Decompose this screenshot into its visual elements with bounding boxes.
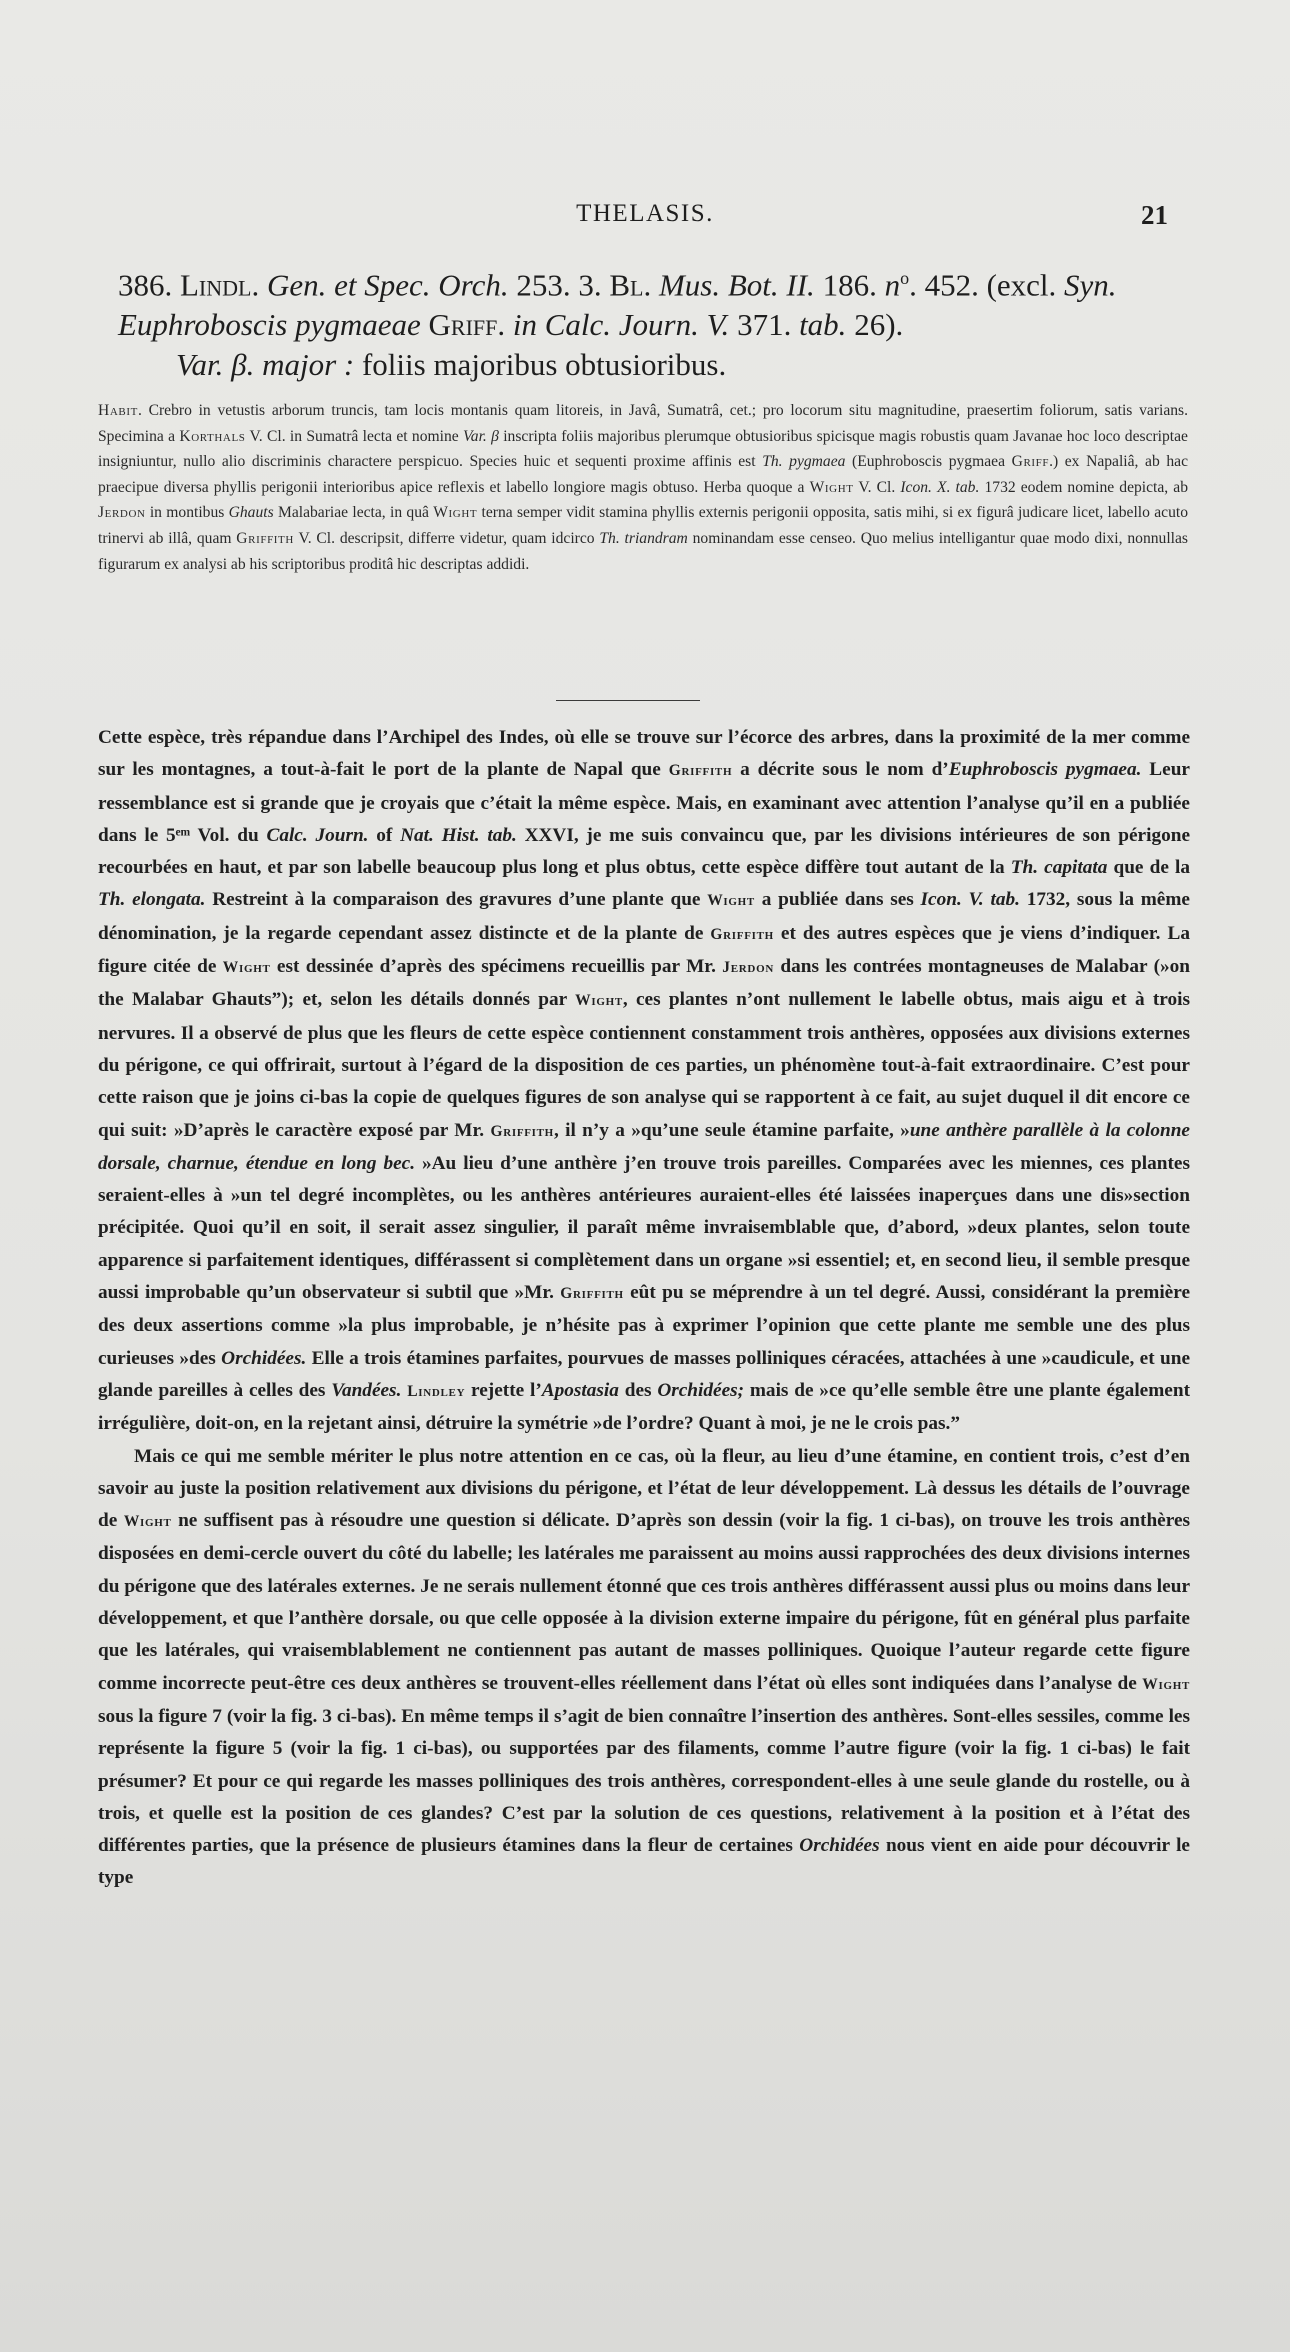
variety-label: Var. β. major : — [176, 347, 355, 383]
italic-term: Orchidées. — [221, 1347, 307, 1369]
work-title: Gen. et Spec. Orch. — [266, 267, 509, 303]
author-name: Griffith — [490, 1122, 554, 1140]
superscript-o: o — [900, 268, 910, 288]
text-run: Elle a trois étamines parfaites, pourvues de masses polliniques céracées, attachées à une »caudicule, et une glande pareilles à celles des — [98, 1347, 1191, 1401]
commentary-paragraph-2 — [98, 1441, 1190, 1895]
italic-term: Apostasia — [541, 1379, 619, 1401]
author-name: Griffith — [668, 762, 733, 780]
text-run: Restreint à la comparaison des gravures d’une plante que — [205, 889, 708, 911]
text-run: of — [368, 824, 401, 846]
italic-term: Orchidées; — [657, 1379, 745, 1401]
work-title: Mus. Bot. II. — [658, 267, 815, 303]
synonym-name: Euphroboscis pygmaeae — [118, 307, 421, 343]
text-run: dans les contrées montagneuses de Malabar (»on the Malabar Ghauts”); et, selon les détails donnés par — [98, 956, 1190, 1011]
italic-term: Orchidées — [799, 1835, 880, 1857]
text-run: sous la figure 7 (voir la fig. 3 ci-bas). En même temps il s’agit de bien connaître l’insertion des anthères. Sont-elles sessiles, comme les représente la figure 5 (voir la fig. 1 ci-bas), ou supportées par des filaments, comme l’autre figure (voir la fig. 1 ci-bas) le fait présumer? Et pour ce qui regarde les masses polliniques des trois anthères, correspondent-elles à une seule glande du rostelle, ou à trois, et quelle est la position de ces glandes? C’est par la solution de ces questions, relativement à la position et à l’état des différentes parties, que la présence de plusieurs étamines dans la fleur de certaines — [98, 1705, 1190, 1857]
reference: 253. 3. — [508, 267, 610, 303]
reference: . 452. (excl. — [909, 267, 1065, 303]
text-run: Mais ce qui me semble mériter le plus notre attention en ce cas, où la fleur, au lieu d’une étamine, en contient trois, c’est d’en savoir au juste la position relativement aux divisions du périgone, et l’état de leur développement. Là dessus les détails de l’ouvrage de — [98, 1445, 1190, 1532]
commentary-paragraph-1 — [98, 722, 1190, 1441]
author-name: Griffith — [560, 1285, 624, 1303]
italic-term: Th. triandram — [599, 529, 688, 547]
species-entry — [118, 258, 1178, 385]
entry-line-2 — [118, 305, 1178, 345]
reference: 371. — [729, 307, 800, 343]
separator: . — [643, 267, 659, 303]
text-run: V. Cl. descripsit, differre videtur, quam idcirco — [293, 529, 600, 547]
author-name: Wight — [1142, 1675, 1190, 1693]
synonym-label: Syn. — [1064, 267, 1117, 303]
text-run: , il n’y a »qu’une seule étamine parfaite, » — [553, 1119, 910, 1141]
reference: 26). — [846, 307, 904, 343]
text-run: V. Cl. in Sumatrâ lecta et nomine — [245, 427, 463, 445]
author-name: Wight — [575, 992, 623, 1010]
author-name: Griff — [1011, 453, 1050, 471]
text-run: .) ex Napaliâ, ab hac praecipue diversa phyllis perigonii interioribus apice reflexis et labello longiore magis obtuso. Herba quoque a — [98, 453, 1188, 496]
text-run: a décrite sous le nom d’ — [732, 759, 949, 781]
author-name: Griffith — [710, 925, 774, 943]
author-name: Wight — [123, 1513, 172, 1531]
text-run: nous vient en aide pour découvrir le type — [98, 1835, 1190, 1889]
text-run: in montibus — [145, 504, 229, 522]
italic-term: Icon. V. tab. — [920, 889, 1020, 911]
author-name: Habit — [98, 402, 138, 419]
entry-line-3 — [118, 345, 1178, 385]
author-name: Wight — [707, 892, 755, 910]
text-run: mais de »ce qu’elle semble être une plante également irrégulière, doit-on, en la rejetant ainsi, détruire la symétrie »de l’ordre? Quant à moi, je ne le crois pas.” — [98, 1379, 1190, 1435]
separator: . — [497, 307, 513, 343]
italic-term: Th. elongata. — [98, 889, 206, 911]
author-griffith: Griff — [428, 307, 498, 343]
tab-abbrev: tab. — [799, 307, 847, 343]
text-run: Leur ressemblance est si grande que je croyais que c’était la même espèce. Mais, en examinant avec attention l’analyse qu’il en a publiée dans le 5ᵉᵐ Vol. du — [98, 759, 1190, 846]
text-run: terna semper vidit stamina phyllis externis perigonii opposita, satis mihi, si ex figurâ judicare licet, labello acuto trinervi ab illâ, quam — [98, 504, 1188, 547]
text-run: Cette espèce, très répandue dans l’Archipel des Indes, où elle se trouve sur l’écorce des arbres, dans la proximité de la mer comme sur les montagnes, a tout-à-fait le port de la plante de Napal que — [98, 727, 1190, 781]
french-commentary — [98, 722, 1190, 1895]
text-run: ne suffisent pas à résoudre une question si délicate. D’après son dessin (voir la fig. 1 ci-bas), on trouve les trois anthères disposées en demi-cercle ouvert du côté du labelle; les latérales me paraissent au moins aussi rapprochées des deux divisions internes du périgone que des latérales externes. Je ne serais nullement étonné que ces trois anthères différassent aussi plus ou moins dans leur développement, et que l’anthère dorsale, ou que celle opposée à la division externe impaire du périgone, fût en général plus parfaite que les latérales, qui vraisemblablement ne contiennent pas autant de masses polliniques. Quoique l’auteur regarde cette figure comme incorrecte peut-être ces deux anthères se trouvent-elles réellement dans l’état où elles sont indiquées dans l’analyse de — [98, 1510, 1191, 1694]
entry-number: 386. — [118, 267, 180, 303]
author-name: Jerdon — [722, 959, 774, 977]
text-run: des — [618, 1379, 658, 1401]
text-run: et des autres espèces que je viens d’indiquer. La figure citée de — [98, 922, 1190, 978]
author-name: Lindley — [407, 1382, 466, 1400]
text-run: . Crebro in vetustis arborum truncis, tam locis montanis quam litoreis, in Javâ, Sumatrâ, cet.; pro locorum situ magnitudine, praesertim foliorum, satis varians. Specimina a — [98, 402, 1188, 445]
separator: . — [251, 267, 267, 303]
text-run: que de la — [1107, 857, 1190, 879]
text-run: 1732 eodem nomine depicta, ab — [979, 478, 1188, 496]
running-title: THELASIS. — [576, 200, 714, 227]
text-run: »Au lieu d’une anthère j’en trouve trois pareilles. Comparées avec les miennes, ces plantes seraient-elles à »un tel degré incomplètes, ou les anthères antérieures auraient-elles été laissées inaperçues dans une dis»section précipitée. Quoi qu’il en soit, il serait assez singulier, il paraît même invraisemblable que, d’abord, »deux plantes, selon toute apparence si parfaitement identiques, différassent si complètement dans un organe »si essentiel; et, en second lieu, il semble presque aussi improbable qu’un observateur si subtil que »Mr. — [98, 1152, 1190, 1304]
italic-term: Ghauts — [228, 504, 274, 522]
italic-term: Euphroboscis pygmaea. — [948, 759, 1142, 781]
author-name: Wight — [433, 504, 478, 522]
variety-description: foliis majoribus obtusioribus. — [354, 347, 727, 383]
author-name: Jerdon — [98, 504, 146, 522]
text-run: 1732, sous la même dénomination, je la regarde cependant assez distincte et de la plante de — [98, 889, 1190, 944]
text-run: XXVI, je me suis convaincu que, par les divisions intérieures de son périgone recourbées en haut, et par son labelle beaucoup plus long et plus obtus, cette espèce diffère tout autant de la — [98, 824, 1191, 879]
text-run: Malabariae lecta, in quâ — [273, 504, 434, 522]
text-run: V. Cl. — [853, 478, 901, 496]
italic-term: Vandées. — [331, 1379, 402, 1401]
work-title: in Calc. Journ. V. — [512, 307, 730, 343]
entry-line-1 — [118, 258, 1178, 305]
text-run: a publiée dans ses — [754, 889, 921, 911]
author-name: Korthals — [179, 427, 246, 445]
page-number: 21 — [1141, 200, 1168, 230]
text-run: inscripta foliis majoribus plerumque obtusioribus spicisque magis robustis quam Javanae hoc loco descriptae insigniuntur, nullo alio discriminis charactere perspicuo. Species huic et sequenti proxime affinis est — [98, 427, 1188, 471]
section-divider — [556, 700, 700, 701]
number-abbrev: n — [884, 267, 901, 303]
text-run: , ces plantes n’ont nullement le labelle obtus, mais aigu et à trois nervures. Il a observé de plus que les fleurs de cette espèce contiennent constamment trois anthères, opposées aux divisions externes du périgone, ce qui offrirait, surtout à l’égard de la disposition de ces parties, un phénomène tout-à-fait extraordinaire. C’est pour cette raison que je joins ci-bas la copie de quelques figures de son analyse qui se rapportent à ce fait, au sujet duquel il dit encore ce qui suit: »D’après le caractère exposé par Mr. — [98, 989, 1190, 1141]
text-run: eût pu se méprendre à un tel degré. Aussi, considérant la première des deux assertions comme »la plus improbable, je n’hésite pas à exprimer l’opinion que cette plante me semble une des plus curieuses »des — [98, 1282, 1190, 1369]
text-run: nominandam esse censeo. Quo melius intelligantur quae modo dixi, nonnullas figurarum ex analysi ab his scriptoribus proditâ hic descriptas addidi. — [98, 529, 1188, 573]
text-run: rejette l’ — [465, 1379, 542, 1401]
italic-term: Calc. Journ. — [266, 824, 369, 846]
habit-paragraph — [98, 398, 1188, 577]
separator — [421, 307, 429, 342]
italic-term: Th. capitata — [1010, 857, 1108, 879]
author-blume: Bl — [609, 267, 644, 303]
running-head — [0, 198, 1290, 238]
author-name: Wight — [222, 959, 271, 977]
italic-term: Nat. Hist. tab. — [400, 824, 517, 846]
author-name: Wight — [809, 478, 854, 496]
italic-term: Icon. X. tab. — [900, 478, 980, 496]
text-run: (Euphroboscis pygmaea — [845, 453, 1012, 471]
italic-term: une anthère parallèle à la colonne dorsale, charnue, étendue en long bec. — [98, 1119, 1190, 1174]
author-lindley: Lindl — [180, 267, 252, 303]
reference: 186. — [814, 267, 885, 303]
text-run: est dessinée d’après des spécimens recueillis par Mr. — [270, 956, 723, 978]
italic-term: Th. pygmaea — [762, 453, 846, 471]
author-name: Griffith — [236, 529, 294, 547]
italic-term: Var. β — [462, 427, 499, 445]
